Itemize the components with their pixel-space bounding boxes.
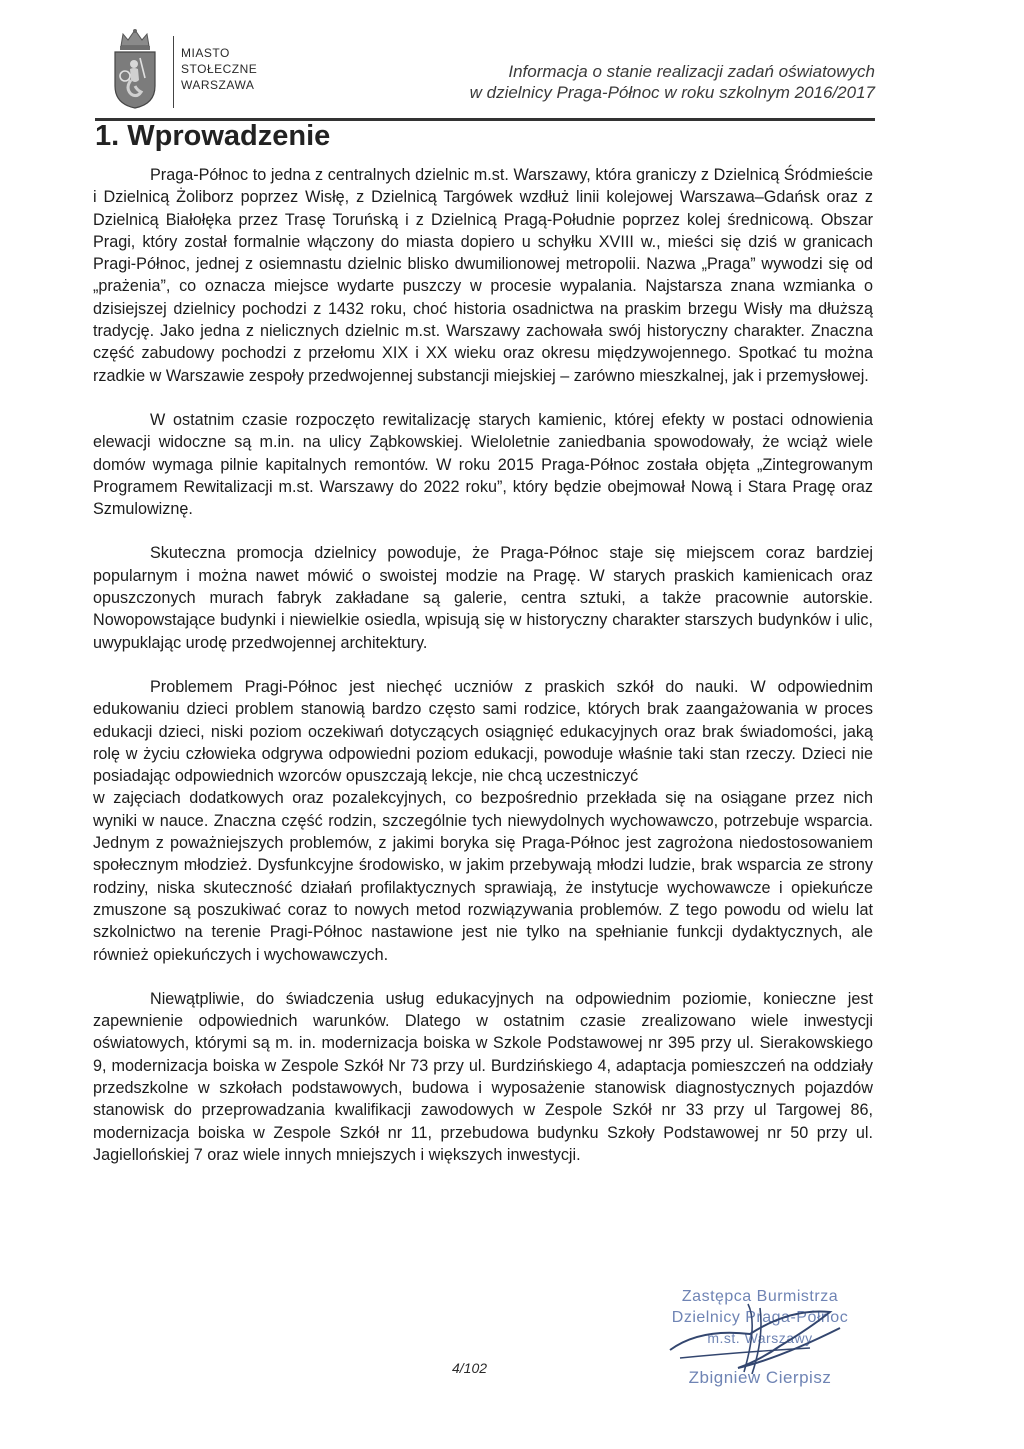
stamp-line: m.st. Warszawy [707, 1330, 813, 1346]
section-content [93, 164, 873, 1188]
page-number: 4/102 [452, 1360, 488, 1376]
stamp-line: Zastępca Burmistrza [681, 1288, 839, 1305]
paragraph: Praga-Północ to jedna z centralnych dzielnic m.st. Warszawy, która graniczy z Dzielnicą Śródmieście i Dzielnicą Żoliborz poprzez Wisłę, z Dzielnicą Targówek wzdłuż linii kolejowej Warszawa–Gdańsk oraz z Dzielnicą Białołęka przez Trasę Toruńską i z Dzielnicą Pragą-Południe poprzez kolej średnicową. Obszar Pragi, który został formalnie włączony do miasta dopiero u schyłku XVIII w., mieści się dziś w granicach Pragi-Północ, jednej z osiemnastu dzielnic blisko dwumilionowej metropolii. Nazwa „Praga” wywodzi się od „prażenia”, co oznacza miejsce wydarte puszczy w procesie wypalania. Najstarsza znana wzmianka o dzisiejszej dzielnicy pochodzi z 1432 roku, choć historia osadnictwa na praskim brzegu Wisły ma dłuższą tradycję. Jako jedna z nielicznych dzielnic m.st. Warszawy zachowała swój historyczny charakter. Znaczna część zabudowy pochodzi z przełomu XIX i XX wieku oraz okresu międzywojennego. Spotkać tu można rzadkie w Warszawie zespoły przedwojennej substancji miejskiej – zarówno mieszkalnej, jak i przemysłowej. [93, 166, 873, 385]
city-name [181, 45, 257, 93]
handwritten-signature-icon [640, 1268, 880, 1398]
header-divider [173, 36, 174, 108]
page-header [95, 28, 875, 116]
paragraph: Skuteczna promocja dzielnicy powoduje, że Praga-Północ staje się miejscem coraz bardziej popularnym i można nawet mówić o swoistej modzie na Pragę. W starych praskich kamienicach oraz opuszczonych murach fabryk zakładane są galerie, centra sztuki, a także pracownie autorskie. Nowopowstające budynki i niewielkie osiedla, wpisują się w historyczny charakter starszych budynków i ulic, uwypuklając urodę przedwojennej architektury. [93, 544, 873, 652]
paragraph: Problemem Pragi-Północ jest niechęć uczniów z praskich szkół do nauki. W odpowiednim edukowaniu dzieci problem stanowią bardzo często sami rodzice, których brak zaangażowania w proces edukacji dzieci, niski poziom oczekiwań dotyczących osiągnięć edukacyjnych oraz brak świadomości, jaką rolę w życiu człowieka odgrywa odpowiedni poziom edukacji, powoduje właśnie taki stan rzeczy. Dzieci nie posiadając odpowiednich wzorców opuszczają lekcje, nie chcą uczestniczyć [93, 677, 873, 786]
report-title [470, 61, 875, 103]
warsaw-coat-of-arms-icon [107, 28, 163, 110]
report-title-line: Informacja o stanie realizacji zadań oświatowych [508, 62, 875, 81]
report-title-line: w dzielnicy Praga-Północ w roku szkolnym 2016/2017 [469, 83, 875, 102]
paragraph: w zajęciach dodatkowych oraz pozalekcyjnych, co bezpośrednio przekłada się na osiągane przez nich wyniki w nauce. Znaczna część rodzin, szczególnie tych niewydolnych wychowawczo, potrzebuje wsparcia. Jednym z poważniejszych problemów, z jakimi boryka się Praga-Północ jest zagrożona niedostosowaniem społecznym młodzież. Dysfunkcyjne środowisko, w jakim przebywają młodzi ludzie, brak wsparcia ze strony rodziny, niska skuteczność działań profilaktycznych sprawiają, że instytucje wychowawcze i opiekuńcze zmuszone są poszukiwać coraz to nowych metod rozwiązywania problemów. Z tego powodu od wielu lat szkolnictwo na terenie Pragi-Północ nastawione jest nie tylko na spełnianie funkcji dydaktycznych, ale również opiekuńczych i wychowawczych. [93, 789, 873, 964]
city-line: STOŁECZNE [181, 62, 258, 76]
stamp-line: Dzielnicy Praga-Północ [671, 1309, 849, 1326]
city-line: MIASTO [181, 46, 230, 60]
stamp-name: Zbigniew Cierpisz [688, 1368, 832, 1387]
paragraph: W ostatnim czasie rozpoczęto rewitalizację starych kamienic, której efekty w postaci odnowienia elewacji widoczne są m.in. na ulicy Ząbkowskiej. Wieloletnie zaniedbania spowodowały, że wciąż wiele domów wymaga pilnie kapitalnych remontów. W roku 2015 Praga-Północ została objęta „Zintegrowanym Programem Rewitalizacji m.st. Warszawy do 2022 roku”, który będzie obejmował Nową i Stara Pragę oraz Szmulowiznę. [93, 410, 873, 519]
city-line: WARSZAWA [181, 78, 255, 92]
signature-stamp [640, 1268, 880, 1398]
section-title: 1. Wprowadzenie [95, 120, 331, 152]
paragraph: Niewątpliwie, do świadczenia usług edukacyjnych na odpowiednim poziomie, konieczne jest zapewnienie odpowiednich warunków. Dlatego w ostatnim czasie zrealizowano wiele inwestycji oświatowych, którymi są m. in. modernizacja boiska w Szkole Podstawowej nr 395 przy ul. Sierakowskiego 9, modernizacja boiska w Zespole Szkół Nr 73 przy ul. Burdzińskiego 4, adaptacja pomieszczeń na oddziały przedszkolne w szkołach podstawowych, budowa i wyposażenie stanowisk diagnostycznych pojazdów stanowisk do przeprowadzania kwalifikacji zawodowych w Zespole Szkół nr 33 przy ul Targowej 86, modernizacja boiska w Zespole Szkół nr 11, przebudowa budynku Szkoły Podstawowej nr 50 przy ul. Jagiellońskiej 7 oraz wiele innych mniejszych i większych inwestycji. [93, 989, 873, 1164]
